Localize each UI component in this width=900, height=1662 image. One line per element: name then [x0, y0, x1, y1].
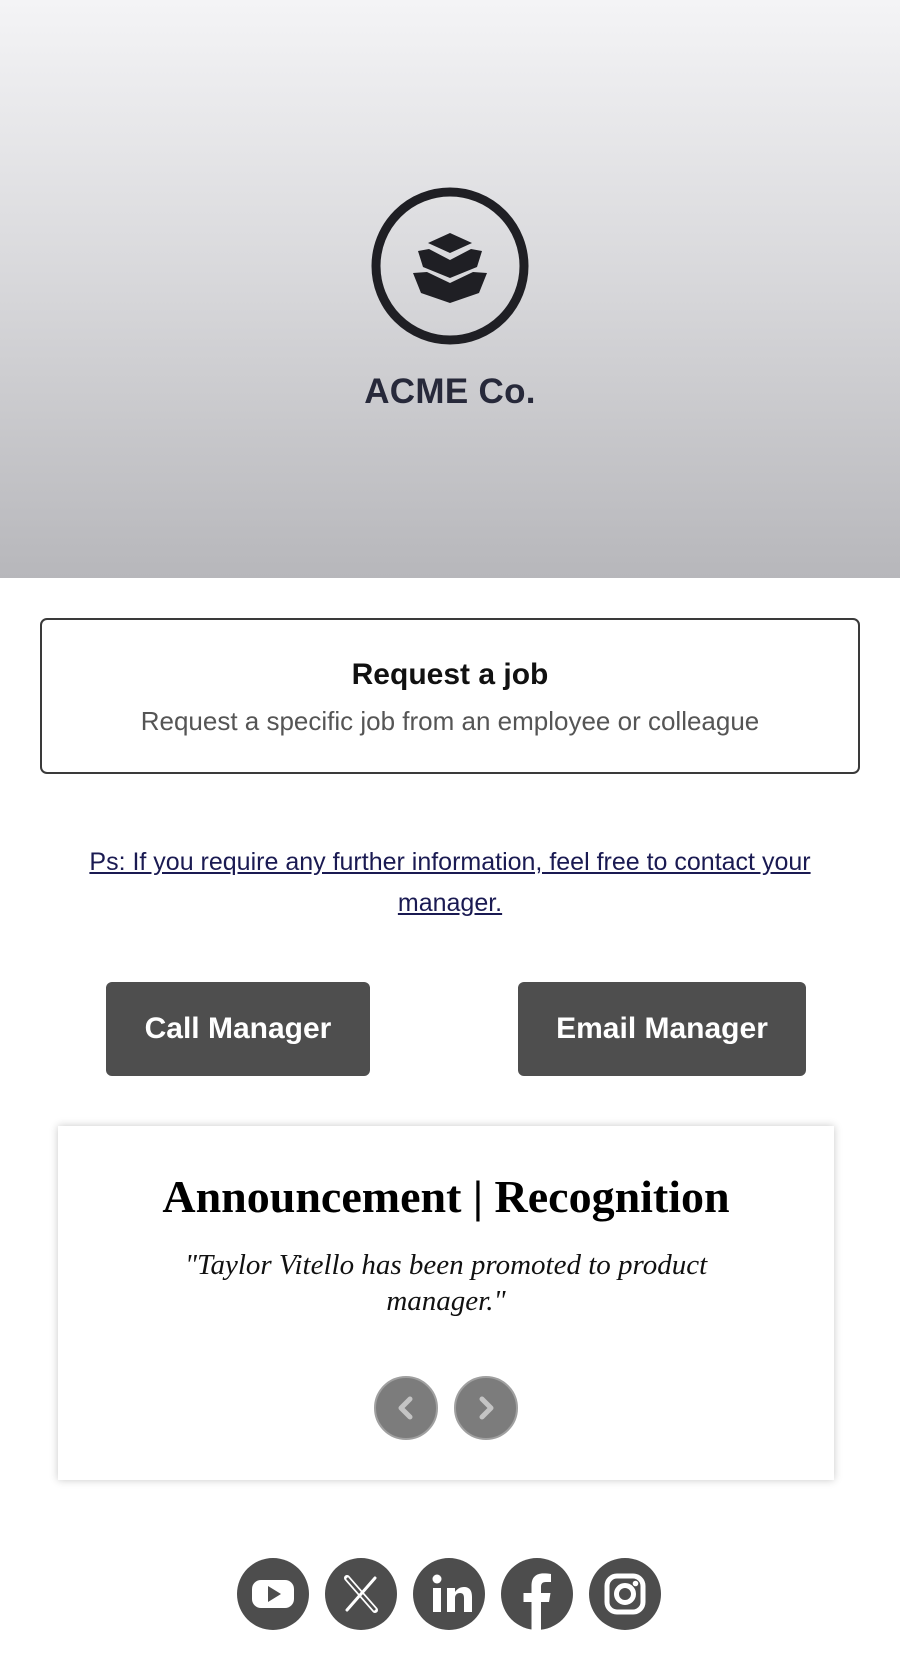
youtube-icon: [237, 1558, 309, 1630]
x-link[interactable]: [325, 1558, 397, 1630]
announcement-quote: "Taylor Vitello has been promoted to product manager.": [184, 1249, 708, 1317]
announcement-title: Announcement | Recognition: [162, 1171, 730, 1222]
header-banner: [0, 0, 900, 578]
email-manager-button[interactable]: Email Manager: [518, 982, 806, 1076]
youtube-link[interactable]: [237, 1558, 309, 1630]
acme-logo-icon: [369, 185, 531, 347]
chevron-right-icon: [472, 1394, 500, 1422]
previous-announcement-button[interactable]: [374, 1376, 438, 1440]
social-links: [237, 1558, 663, 1630]
facebook-icon: [501, 1558, 573, 1630]
next-announcement-button[interactable]: [454, 1376, 518, 1440]
facebook-link[interactable]: [501, 1558, 573, 1630]
linkedin-icon: [413, 1558, 485, 1630]
announcement-card: [58, 1126, 834, 1480]
brand-name: ACME Co.: [364, 372, 536, 411]
linkedin-link[interactable]: [413, 1558, 485, 1630]
x-icon: [325, 1558, 397, 1630]
request-job-description: Request a specific job from an employee or colleague: [140, 706, 760, 736]
instagram-icon: [589, 1558, 661, 1630]
instagram-link[interactable]: [589, 1558, 661, 1630]
request-job-title: Request a job: [351, 658, 549, 691]
request-job-card[interactable]: [40, 618, 860, 774]
chevron-left-icon: [392, 1394, 420, 1422]
contact-manager-link[interactable]: Ps: If you require any further information, feel free to contact your manager.: [89, 848, 811, 917]
call-manager-button[interactable]: Call Manager: [106, 982, 370, 1076]
